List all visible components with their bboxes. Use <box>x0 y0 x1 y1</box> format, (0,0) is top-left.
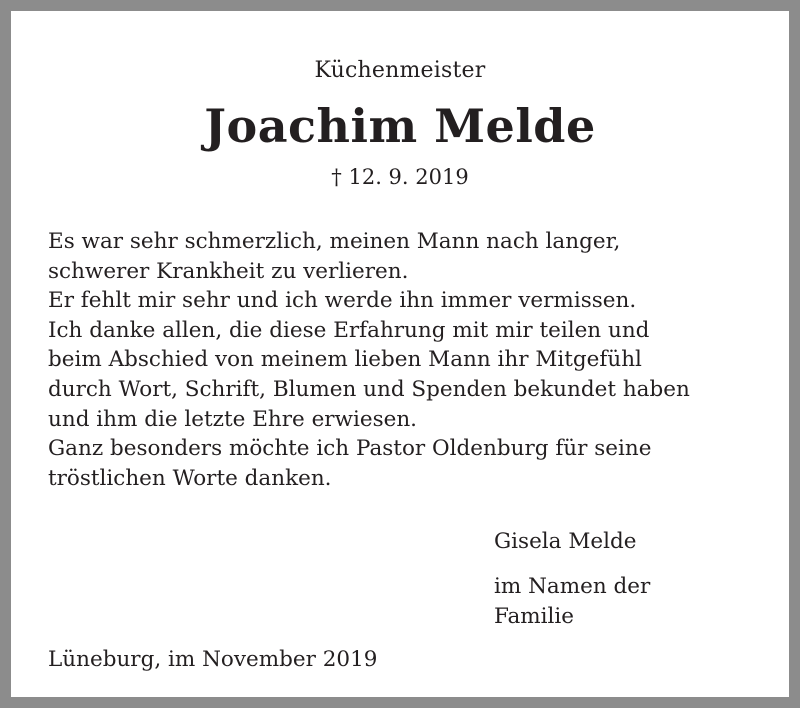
message-line: tröstlichen Worte danken. <box>48 465 332 491</box>
message-line: Ganz besonders möchte ich Pastor Oldenburg für seine <box>48 436 652 462</box>
signature-family-line: im Namen der <box>494 574 651 599</box>
deceased-name: Joachim Melde <box>204 99 596 153</box>
message-line: Er fehlt mir sehr und ich werde ihn immer vermissen. <box>48 288 637 314</box>
place-and-date: Lüneburg, im November 2019 <box>48 647 378 672</box>
signature-family <box>494 572 650 631</box>
message-body <box>48 227 768 493</box>
message-line: durch Wort, Schrift, Blumen und Spenden bekundet haben <box>48 376 690 402</box>
message-line: beim Abschied von meinem lieben Mann ihr Mitgefühl <box>48 347 642 373</box>
message-line: Es war sehr schmerzlich, meinen Mann nach langer, <box>48 229 621 254</box>
death-date: † 12. 9. 2019 <box>331 165 469 189</box>
signature-family-line: Familie <box>494 603 575 629</box>
occupation-title: Küchenmeister <box>314 58 486 83</box>
message-line: schwerer Krankheit zu verlieren. <box>48 258 409 284</box>
message-line: und ihm die letzte Ehre erwiesen. <box>48 406 418 432</box>
message-line: Ich danke allen, die diese Erfahrung mit mir teilen und <box>48 317 650 343</box>
signature-name: Gisela Melde <box>494 529 637 554</box>
